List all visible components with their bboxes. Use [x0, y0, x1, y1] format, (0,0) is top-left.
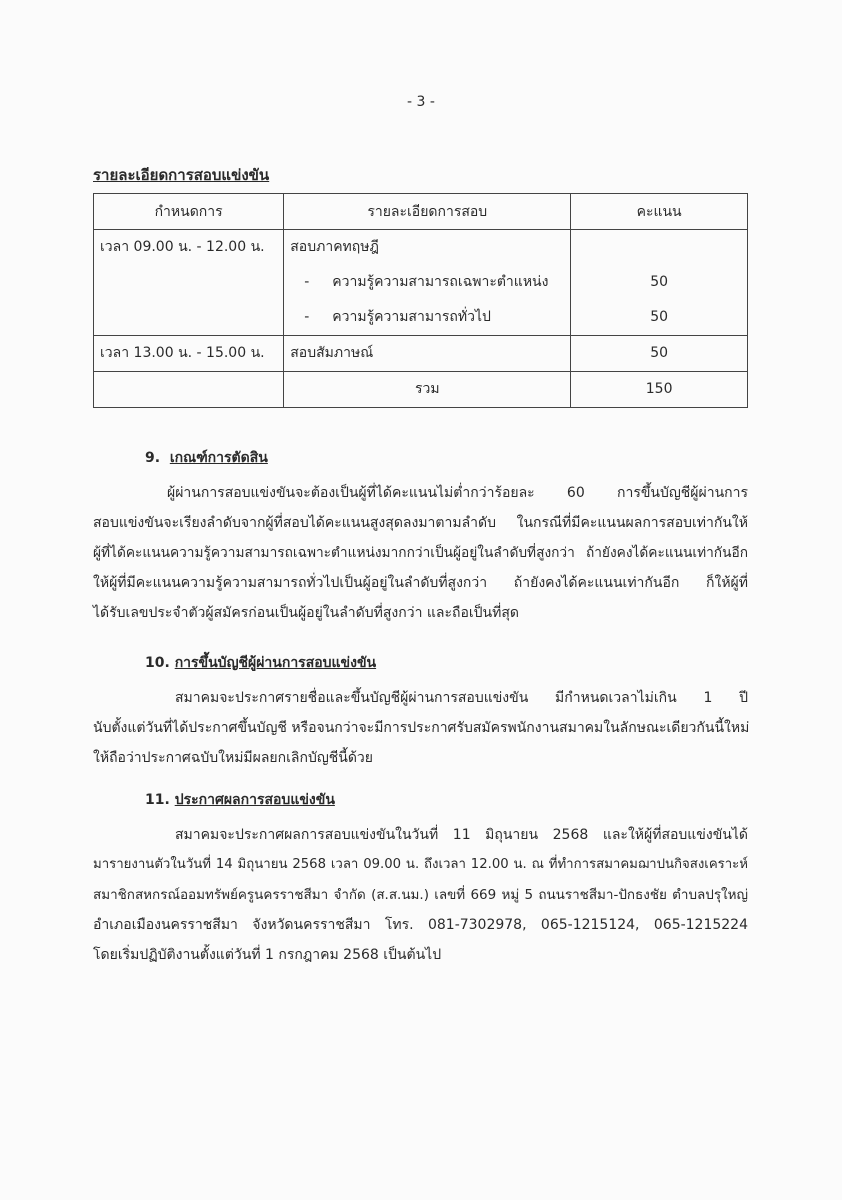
exam-details-heading: รายละเอียดการสอบแข่งขัน [93, 166, 270, 184]
total-score: 150 [645, 381, 673, 397]
section-10-heading [93, 648, 748, 678]
table-total-row [94, 372, 748, 408]
paragraph-line: อำเภอเมืองนครราชสีมา จังหวัดนครราชสีมา โทร. 081-7302978, 065-1215124, 065-1215224 [93, 917, 748, 933]
section-10 [93, 648, 748, 773]
row1-item-specific [290, 265, 564, 300]
score-specific: 50 [650, 274, 669, 290]
paragraph-line: สมาคมจะประกาศผลการสอบแข่งขันในวันที่ 11 มิถุนายน 2568 และให้ผู้ที่สอบแข่งขันได้ [175, 827, 748, 843]
total-label: รวม [414, 381, 440, 397]
table-row [94, 336, 748, 372]
table-header-row [94, 194, 748, 230]
paragraph-line: ให้ผู้ที่มีคะแนนความรู้ความสามารถทั่วไปเป็นผู้อยู่ในลำดับที่สูงกว่า ถ้ายังคงได้คะแนนเท่ากันอีก ก็ให้ผู้ที่ [93, 575, 748, 591]
row2-details-cell [284, 336, 571, 372]
section-number: 11. [145, 792, 170, 808]
header-score: คะแนน [571, 194, 748, 230]
exam-schedule-table [93, 193, 748, 408]
paragraph-line: ผู้ที่ได้คะแนนความรู้ความสามารถเฉพาะตำแหน่งมากกว่าเป็นผู้อยู่ในลำดับที่สูงกว่า ถ้ายังคงได้คะแนนเท่ากันอีก [93, 545, 748, 561]
row1-score-cell [571, 230, 748, 336]
section-9-heading [93, 443, 748, 473]
paragraph-line: สมาคมจะประกาศรายชื่อและขึ้นบัญชีผู้ผ่านการสอบแข่งขัน มีกำหนดเวลาไม่เกิน 1 ปี [175, 690, 748, 706]
list-dash: - [304, 309, 310, 325]
paragraph-line: โดยเริ่มปฏิบัติงานตั้งแต่วันที่ 1 กรกฎาคม 2568 เป็นต้นไป [93, 947, 442, 963]
total-label-cell [284, 372, 571, 408]
row2-time-cell [94, 336, 284, 372]
row1-time: เวลา 09.00 น. - 12.00 น. [100, 239, 265, 255]
row1-title: สอบภาคทฤษฎี [290, 239, 379, 255]
row1-item-general [290, 300, 564, 335]
section-9 [93, 443, 748, 628]
paragraph-line: นับตั้งแต่วันที่ได้ประกาศขึ้นบัญชี หรือจนกว่าจะมีการประกาศรับสมัครพนักงานสมาคมในลักษณะเดียวกันนี้ใหม่ [93, 720, 750, 736]
row2-score-cell [571, 336, 748, 372]
page-number: - 3 - [407, 94, 435, 110]
row2-time: เวลา 13.00 น. - 15.00 น. [100, 345, 265, 361]
score-interview: 50 [650, 345, 669, 361]
section-title: ประกาศผลการสอบแข่งขัน [174, 792, 335, 808]
header-schedule: กำหนดการ [94, 194, 284, 230]
section-title: เกณฑ์การตัดสิน [169, 450, 268, 466]
section-number: 10. [145, 655, 170, 671]
paragraph-line: มารายงานตัวในวันที่ 14 มิถุนายน 2568 เวลา 09.00 น. ถึงเวลา 12.00 น. ณ ที่ทำการสมาคมฌาปนกิจสงเคราะห์ [93, 857, 748, 872]
total-empty-cell [94, 372, 284, 408]
paragraph-line: ผู้ผ่านการสอบแข่งขันจะต้องเป็นผู้ที่ได้คะแนนไม่ต่ำกว่าร้อยละ 60 การขึ้นบัญชีผู้ผ่านการ [167, 485, 748, 501]
row1-time-cell [94, 230, 284, 336]
section-11-heading [93, 785, 748, 815]
item-label: ความรู้ความสามารถเฉพาะตำแหน่ง [332, 274, 549, 290]
paragraph-line: ให้ถือว่าประกาศฉบับใหม่มีผลยกเลิกบัญชีนี้ด้วย [93, 750, 373, 766]
total-score-cell [571, 372, 748, 408]
paragraph-line: สอบแข่งขันจะเรียงลำดับจากผู้ที่สอบได้คะแนนสูงสุดลงมาตามลำดับ ในกรณีที่มีคะแนนผลการสอบเท่ากันให้ [93, 515, 748, 531]
row2-label: สอบสัมภาษณ์ [290, 345, 374, 361]
section-11 [93, 785, 748, 970]
score-general: 50 [650, 309, 669, 325]
row1-details-cell [284, 230, 571, 336]
list-dash: - [304, 274, 310, 290]
section-title: การขึ้นบัญชีผู้ผ่านการสอบแข่งขัน [174, 655, 377, 671]
paragraph-line: สมาชิกสหกรณ์ออมทรัพย์ครูนครราชสีมา จำกัด (ส.ส.นม.) เลขที่ 669 หมู่ 5 ถนนราชสีมา-ปักธงชัย ตำบลปรุใหญ่ [93, 887, 748, 903]
item-label: ความรู้ความสามารถทั่วไป [332, 309, 491, 325]
header-details: รายละเอียดการสอบ [284, 194, 571, 230]
table-row [94, 230, 748, 336]
section-number: 9. [145, 450, 161, 466]
paragraph-line: ได้รับเลขประจำตัวผู้สมัครก่อนเป็นผู้อยู่ในลำดับที่สูงกว่า และถือเป็นที่สุด [93, 605, 519, 621]
